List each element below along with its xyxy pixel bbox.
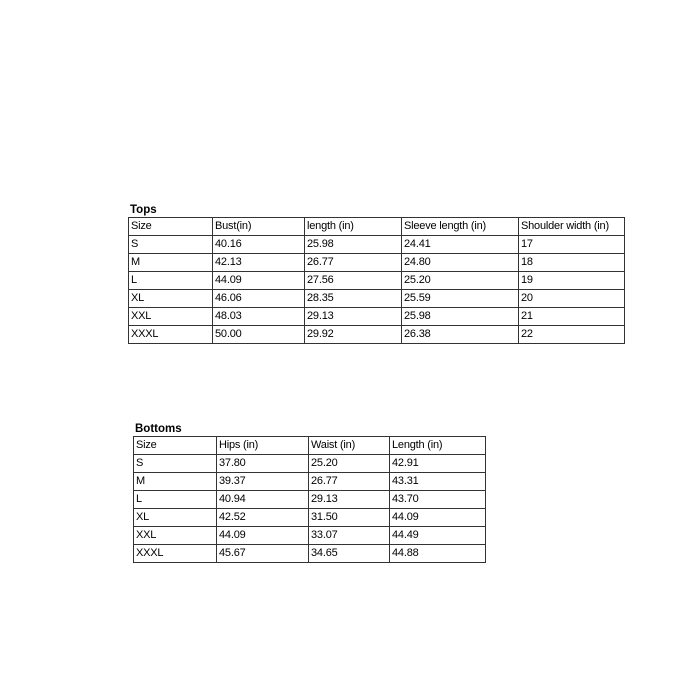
measurement-cell: 21 [519,308,625,326]
table-row [129,254,625,272]
column-header: Size [134,437,217,455]
measurement-cell: 25.98 [305,236,402,254]
measurement-cell: 42.91 [390,455,486,473]
measurement-cell: 24.41 [402,236,519,254]
size-cell: M [129,254,213,272]
table-row [134,473,486,491]
measurement-cell: 31.50 [309,509,390,527]
size-cell: L [134,491,217,509]
measurement-cell: 19 [519,272,625,290]
size-cell: XL [129,290,213,308]
measurement-cell: 33.07 [309,527,390,545]
table-row [129,272,625,290]
measurement-cell: 17 [519,236,625,254]
measurement-cell: 26.77 [305,254,402,272]
tops-section [128,203,625,344]
measurement-cell: 29.92 [305,326,402,344]
size-cell: XXXL [129,326,213,344]
measurement-cell: 44.09 [390,509,486,527]
column-header: length (in) [305,218,402,236]
bottoms-size-table [133,436,486,563]
size-cell: S [129,236,213,254]
table-row [134,509,486,527]
measurement-cell: 44.49 [390,527,486,545]
measurement-cell: 44.88 [390,545,486,563]
measurement-cell: 48.03 [213,308,305,326]
column-header: Size [129,218,213,236]
measurement-cell: 25.20 [402,272,519,290]
size-cell: M [134,473,217,491]
measurement-cell: 44.09 [217,527,309,545]
measurement-cell: 46.06 [213,290,305,308]
size-cell: XXXL [134,545,217,563]
measurement-cell: 25.98 [402,308,519,326]
measurement-cell: 22 [519,326,625,344]
bottoms-title: Bottoms [135,423,182,435]
measurement-cell: 44.09 [213,272,305,290]
table-row [134,491,486,509]
measurement-cell: 26.38 [402,326,519,344]
measurement-cell: 28.35 [305,290,402,308]
size-cell: XL [134,509,217,527]
measurement-cell: 40.94 [217,491,309,509]
measurement-cell: 34.65 [309,545,390,563]
measurement-cell: 39.37 [217,473,309,491]
bottoms-section [133,422,486,563]
measurement-cell: 25.20 [309,455,390,473]
table-row [129,326,625,344]
table-row [129,308,625,326]
measurement-cell: 40.16 [213,236,305,254]
column-header: Bust(in) [213,218,305,236]
column-header: Length (in) [390,437,486,455]
column-header: Sleeve length (in) [402,218,519,236]
measurement-cell: 25.59 [402,290,519,308]
table-row [134,545,486,563]
table-row [129,290,625,308]
measurement-cell: 26.77 [309,473,390,491]
size-cell: L [129,272,213,290]
measurement-cell: 43.31 [390,473,486,491]
measurement-cell: 45.67 [217,545,309,563]
measurement-cell: 50.00 [213,326,305,344]
column-header: Waist (in) [309,437,390,455]
table-row [134,527,486,545]
table-row [129,236,625,254]
measurement-cell: 37.80 [217,455,309,473]
measurement-cell: 27.56 [305,272,402,290]
table-header-row [134,437,486,455]
measurement-cell: 42.13 [213,254,305,272]
measurement-cell: 29.13 [305,308,402,326]
size-cell: S [134,455,217,473]
size-cell: XXL [129,308,213,326]
size-cell: XXL [134,527,217,545]
measurement-cell: 43.70 [390,491,486,509]
column-header: Hips (in) [217,437,309,455]
table-row [134,455,486,473]
measurement-cell: 20 [519,290,625,308]
measurement-cell: 42.52 [217,509,309,527]
measurement-cell: 24.80 [402,254,519,272]
tops-title: Tops [130,204,157,216]
measurement-cell: 18 [519,254,625,272]
table-header-row [129,218,625,236]
tops-size-table [128,217,625,344]
column-header: Shoulder width (in) [519,218,625,236]
measurement-cell: 29.13 [309,491,390,509]
